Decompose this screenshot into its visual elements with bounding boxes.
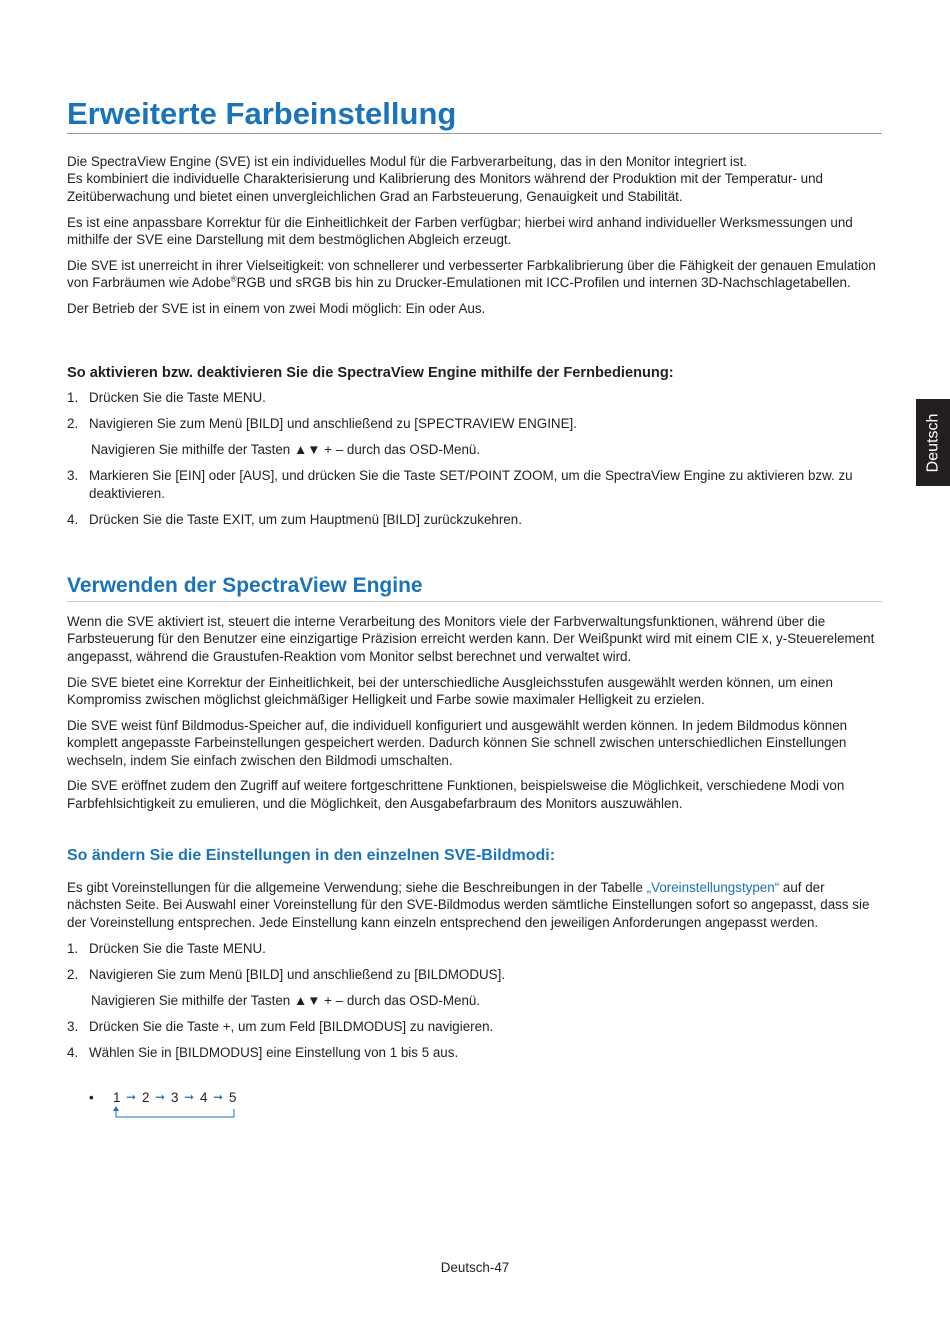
bullet: • — [89, 1090, 94, 1105]
step-text: Drücken Sie die Taste +, um zum Feld [BILDMODUS] zu navigieren. — [89, 1019, 494, 1035]
step-text: Drücken Sie die Taste MENU. — [89, 390, 266, 405]
arrow-right-icon: ➞ — [184, 1090, 195, 1104]
intro-paragraph — [67, 153, 882, 205]
intro-section — [67, 153, 882, 326]
mode-cycle-diagram — [67, 1089, 367, 1123]
activate-section — [67, 364, 882, 537]
intro-text: Die SVE ist unerreicht in ihrer Vielseitigkeit: von schnellerer und verbesserter Farbkalibrierung über die Fähigkeit der genauen Emulation von Farbräumen wie Adobe — [67, 258, 876, 291]
step-number: 2. — [67, 966, 79, 982]
step-number: 3. — [67, 468, 79, 484]
step-text: Wählen Sie in [BILDMODUS] eine Einstellung von 1 bis 5 aus. — [89, 1045, 459, 1061]
modes-steps — [67, 940, 882, 1062]
modes-text-cont: auf der nächsten Seite. Bei Auswahl einer Voreinstellung für den SVE-Bildmodus werden sämtliche Einstellungen sofort so angepasst, dass sie der Voreinstellung entsprechen. Jede Einstellung kann einzeln entsprechend den jeweiligen Anforderungen angepasst werden. — [67, 880, 870, 930]
language-side-tab — [916, 399, 950, 486]
step-subtext: Navigieren Sie mithilfe der Tasten ▲▼ + – durch das OSD-Menü. — [91, 442, 481, 458]
return-loop-arrow-icon — [111, 1106, 241, 1120]
modes-section — [67, 879, 882, 1070]
registered-mark: ® — [230, 274, 237, 284]
page-title: Erweiterte Farbeinstellung — [67, 95, 882, 134]
step-number: 4. — [67, 1045, 79, 1061]
step-number: 4. — [67, 511, 79, 527]
step-text: Navigieren Sie zum Menü [BILD] und anschließend zu [SPECTRAVIEW ENGINE]. — [89, 416, 577, 431]
list-item — [67, 966, 882, 1010]
intro-paragraph — [67, 257, 882, 292]
arrow-right-icon: ➞ — [126, 1090, 137, 1104]
section-heading-usage: Verwenden der SpectraView Engine — [67, 573, 882, 602]
mode-number: 4 — [200, 1090, 208, 1105]
step-text: Drücken Sie die Taste MENU. — [89, 940, 266, 956]
mode-number: 2 — [142, 1090, 150, 1105]
step-number: 3. — [67, 1019, 79, 1035]
list-item — [67, 1018, 882, 1035]
usage-section — [67, 613, 882, 821]
usage-paragraph: Die SVE weist fünf Bildmodus-Speicher auf, die individuell konfiguriert und ausgewählt werden können. In jedem Bildmodus können komplett angepasste Farbeinstellungen gespeichert werden. Dadurch können Sie schnell zwischen unterschiedlichen Einstellungen wechseln, indem Sie einfach zwischen den Bildmodi umschalten. — [67, 717, 848, 768]
step-number: 1. — [67, 390, 79, 405]
mode-number: 5 — [229, 1090, 237, 1105]
intro-paragraph: Der Betrieb der SVE ist in einem von zwei Modi möglich: Ein oder Aus. — [67, 301, 486, 317]
side-tab-label: Deutsch — [924, 413, 942, 472]
usage-paragraph: Die SVE bietet eine Korrektur der Einheitlichkeit, bei der unterschiedliche Ausgleichsstufen ausgewählt werden können, um einen Kompromiss zwischen möglichst gleichmäßiger Helligkeit und Farbe sowie maximaler Helligkeit zu erzielen. — [67, 674, 833, 708]
intro-text-cont: RGB und sRGB bis hin zu Drucker-Emulationen mit ICC-Profilen und internen 3D-Nachschlagetabellen. — [236, 275, 851, 291]
activate-heading: So aktivieren bzw. deaktivieren Sie die SpectraView Engine mithilfe der Fernbedienung: — [67, 365, 674, 381]
preset-types-link[interactable]: „Voreinstellungstypen“ — [646, 880, 780, 895]
intro-text: Die SpectraView Engine (SVE) ist ein individuelles Modul für die Farbverarbeitung, das in den Monitor integriert ist. — [67, 154, 748, 169]
step-subtext: Navigieren Sie mithilfe der Tasten ▲▼ + – durch das OSD-Menü. — [91, 993, 481, 1009]
list-item — [67, 467, 882, 502]
usage-paragraph: Die SVE eröffnet zudem den Zugriff auf weitere fortgeschrittene Funktionen, beispielsweise die Möglichkeit, verschiedene Modi von Farbfehlsichtigkeit zu emulieren, und die Möglichkeit, den Ausgabefarbraum des Monitors auszuwählen. — [67, 778, 845, 811]
modes-text: Es gibt Voreinstellungen für die allgemeine Verwendung; siehe die Beschreibungen in der Tabelle — [67, 880, 647, 895]
list-item — [67, 511, 882, 528]
step-number: 2. — [67, 416, 79, 431]
intro-text-cont: Es kombiniert die individuelle Charakterisierung und Kalibrierung des Monitors während der Produktion mit der Temperatur- und Zeitüberwachung und bietet einen unvergleichlichen Grad an Farbsteuerung, Genauigkeit und Stabilität. — [67, 171, 823, 204]
list-item — [67, 1044, 882, 1061]
step-text: Navigieren Sie zum Menü [BILD] und anschließend zu [BILDMODUS]. — [89, 966, 506, 982]
list-item — [67, 415, 882, 459]
step-text: Markieren Sie [EIN] oder [AUS], und drücken Sie die Taste SET/POINT ZOOM, um die SpectraView Engine zu aktivieren bzw. zu deaktivieren. — [89, 468, 853, 501]
list-item — [67, 389, 882, 406]
page-footer: Deutsch-47 — [440, 1260, 510, 1275]
modes-paragraph — [67, 879, 882, 931]
arrow-right-icon: ➞ — [213, 1090, 224, 1104]
section-heading-modes: So ändern Sie die Einstellungen in den einzelnen SVE-Bildmodi: — [67, 847, 556, 864]
mode-number: 3 — [171, 1090, 179, 1105]
step-number: 1. — [67, 940, 79, 956]
intro-paragraph: Es ist eine anpassbare Korrektur für die Einheitlichkeit der Farben verfügbar; hierbei wird anhand individueller Werksmessungen und mithilfe der SVE eine Darstellung mit dem bestmöglichen Abgleich erzeugt. — [67, 214, 853, 248]
mode-number: 1 — [113, 1090, 121, 1105]
list-item — [67, 940, 882, 957]
arrow-right-icon: ➞ — [155, 1090, 166, 1104]
usage-paragraph: Wenn die SVE aktiviert ist, steuert die interne Verarbeitung des Monitors viele der Farbverwaltungsfunktionen, während über die Farbsteuerung für den Benutzer eine einzigartige Präzision erreicht werden kann. Der Weißpunkt wird mit einem CIE x, y-Steuerelement angepasst, während die Graustufen-Reaktion vom Monitor selbst berechnet und verwaltet wird. — [67, 614, 875, 664]
step-text: Drücken Sie die Taste EXIT, um zum Hauptmenü [BILD] zurückzukehren. — [89, 511, 522, 527]
activate-steps — [67, 389, 882, 528]
